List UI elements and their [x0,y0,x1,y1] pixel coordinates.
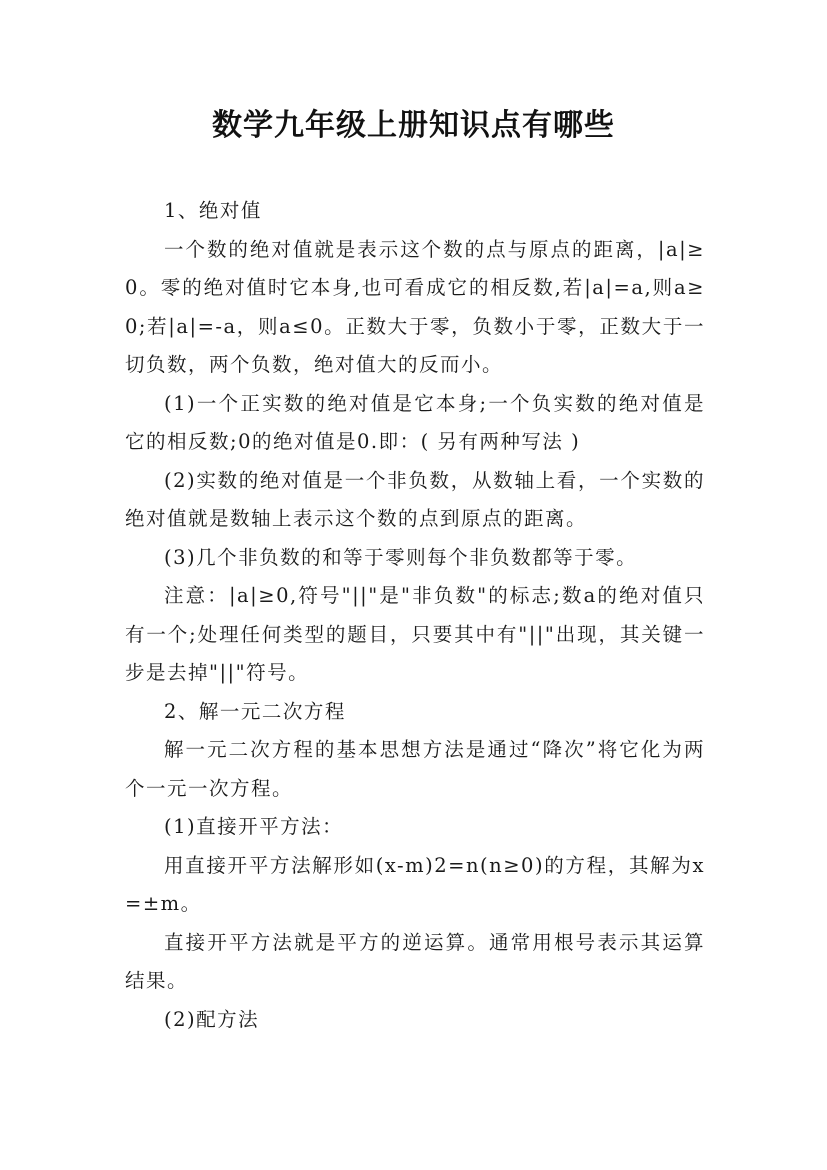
section-heading-absolute-value: 1、绝对值 [164,199,262,222]
paragraph: (3)几个非负数的和等于零则每个非负数都等于零。 [164,545,638,569]
paragraph: 用直接开平方法解形如(x-m)2=n(n≥0)的方程，其解为x=±m。 [125,853,705,915]
paragraph: (2)配方法 [164,1007,260,1031]
paragraph: 一个数的绝对值就是表示这个数的点与原点的距离，|a|≥0。零的绝对值时它本身,也可看成它的相反数,若|a|=a,则a≥0;若|a|=-a，则a≤0。正数大于零，负数小于零，正数大于一切负数，两个负数，绝对值大的反而小。 [125,237,705,376]
document-body [125,192,705,1039]
paragraph: 直接开平方法就是平方的逆运算。通常用根号表示其运算结果。 [125,930,705,992]
paragraph: (2)实数的绝对值是一个非负数，从数轴上看，一个实数的绝对值就是数轴上表示这个数的点到原点的距离。 [125,468,705,530]
document-title: 数学九年级上册知识点有哪些 [212,108,615,143]
paragraph-note: 注意：|a|≥0,符号"||"是"非负数"的标志;数a的绝对值只有一个;处理任何类型的题目，只要其中有"||"出现，其关键一步是去掉"||"符号。 [125,584,705,684]
paragraph: (1)一个正实数的绝对值是它本身;一个负实数的绝对值是它的相反数;0的绝对值是0.即：( 另有两种写法 ) [125,391,705,453]
paragraph: (1)直接开平方法： [164,815,344,838]
section-heading-quadratic: 2、解一元二次方程 [164,699,346,723]
paragraph: 解一元二次方程的基本思想方法是通过“降次”将它化为两个一元一次方程。 [125,738,705,800]
